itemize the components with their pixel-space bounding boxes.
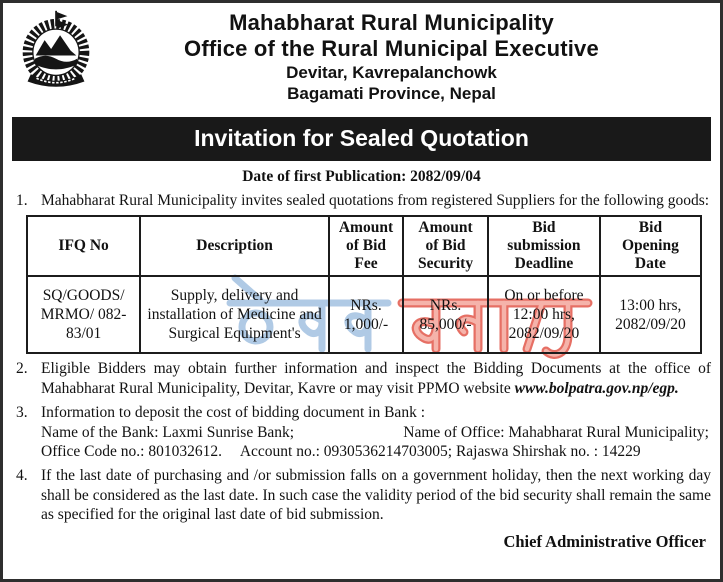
cell-opening-date: 13:00 hrs, 2082/09/20 (600, 276, 701, 353)
address-line-2: Bagamati Province, Nepal (287, 84, 496, 103)
item-text (41, 359, 711, 398)
col-header-ifq-no: IFQ No (27, 216, 140, 276)
cell-submission-deadline: On or before 12:00 hrs, 2082/09/20 (488, 276, 600, 353)
publication-date: Date of first Publication: 2082/09/04 (242, 168, 481, 185)
item-text (41, 403, 711, 461)
list-item-4 (16, 466, 711, 524)
account-info: Account no.: 0930536214703005; Rajaswa Shirshak no. : 14229 (239, 443, 641, 461)
address-line-1: Devitar, Kavrepalanchowk (286, 63, 497, 82)
notice-title-banner: Invitation for Sealed Quotation (12, 117, 711, 161)
ppmo-website-link[interactable]: www.bolpatra.gov.np/egp. (514, 379, 679, 397)
office-code: Office Code no.: 801032612. (41, 443, 222, 461)
cell-bid-security: NRs. 85,000/- (403, 276, 488, 353)
item-number: 2. (16, 360, 28, 378)
item-text: If the last date of purchasing and /or submission falls on a government holiday, then the next working day shall be considered as the last date. In such case the validity period of the bid security shall remain the same as specified for the original last date of bid submission. (41, 467, 711, 524)
item-text: Mahabharat Rural Municipality invites sealed quotations from registered Suppliers for the following goods: (41, 192, 710, 209)
item-number: 4. (16, 467, 28, 485)
office-name: Office of the Rural Municipal Executive (184, 36, 599, 61)
quotation-table (26, 215, 702, 354)
bank-codes-row (41, 442, 711, 461)
item-number: 3. (16, 404, 28, 422)
table-header-row (27, 216, 701, 276)
list-item-2 (16, 359, 711, 398)
bank-name: Name of the Bank: Laxmi Sunrise Bank; (41, 423, 295, 441)
col-header-submission-deadline: Bid submission Deadline (488, 216, 600, 276)
cell-ifq-no: SQ/GOODS/ MRMO/ 082-83/01 (27, 276, 140, 353)
table-row (27, 276, 701, 353)
list-item-3 (16, 403, 711, 461)
col-header-description: Description (140, 216, 329, 276)
quotation-table-wrapper (26, 215, 702, 354)
notice-body (3, 191, 720, 525)
signatory-title: Chief Administrative Officer (503, 531, 706, 551)
nepal-emblem-logo-icon (15, 10, 99, 88)
cell-description: Supply, delivery and installation of Medicine and Surgical Equipment's (140, 276, 329, 353)
bank-deposit-heading: Information to deposit the cost of bidding document in Bank : (41, 404, 425, 422)
col-header-bid-security: Amount of Bid Security (403, 216, 488, 276)
organization-name: Mahabharat Rural Municipality (229, 10, 554, 35)
letterhead (3, 3, 720, 104)
col-header-bid-fee: Amount of Bid Fee (329, 216, 403, 276)
col-header-opening-date: Bid Opening Date (600, 216, 701, 276)
item-number: 1. (16, 192, 28, 209)
bank-office-name: Name of Office: Mahabharat Rural Municipality; (403, 423, 709, 441)
item-2-text: Eligible Bidders may obtain further information and inspect the Bidding Documents at the office of Mahabharat Rural Municipality, Devitar, Kavre or may visit PPMO website (41, 360, 711, 397)
list-item-1 (16, 191, 711, 210)
cell-bid-fee: NRs. 1,000/- (329, 276, 403, 353)
header-text-block (99, 10, 710, 104)
bank-info-row (41, 423, 711, 442)
